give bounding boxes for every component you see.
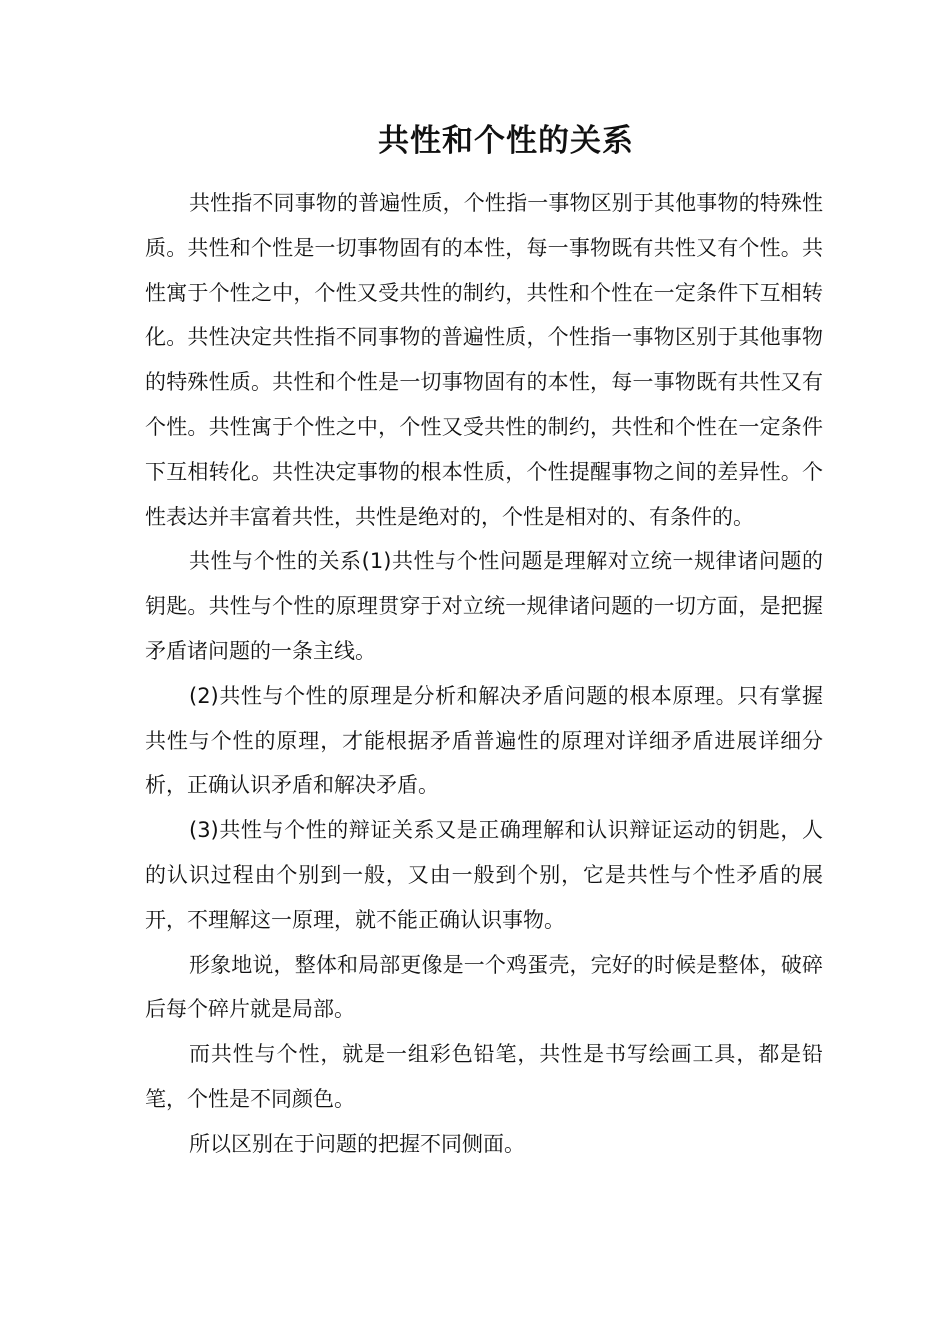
paragraph-6: 而共性与个性，就是一组彩色铅笔，共性是书写绘画工具，都是铅笔，个性是不同颜色。: [145, 1042, 823, 1111]
document-body: [145, 181, 823, 1167]
paragraph-3: (2)共性与个性的原理是分析和解决矛盾问题的根本原理。只有掌握共性与个性的原理，才能根据矛盾普遍性的原理对详细矛盾进展详细分析，正确认识矛盾和解决矛盾。: [145, 683, 823, 798]
paragraph-1: 共性指不同事物的普遍性质，个性指一事物区别于其他事物的特殊性质。共性和个性是一切事物固有的本性，每一事物既有共性又有个性。共性寓于个性之中，个性又受共性的制约，共性和个性在一定条件下互相转化。共性决定共性指不同事物的普遍性质，个性指一事物区别于其他事物的特殊性质。共性和个性是一切事物固有的本性，每一事物既有共性又有个性。共性寓于个性之中，个性又受共性的制约，共性和个性在一定条件下互相转化。共性决定事物的根本性质，个性提醒事物之间的差异性。个性表达并丰富着共性，共性是绝对的，个性是相对的、有条件的。: [145, 191, 823, 529]
paragraph-2: 共性与个性的关系(1)共性与个性问题是理解对立统一规律诸问题的钥匙。共性与个性的原理贯穿于对立统一规律诸问题的一切方面，是把握矛盾诸问题的一条主线。: [145, 549, 823, 663]
paragraph-4: (3)共性与个性的辩证关系又是正确理解和认识辩证运动的钥匙，人的认识过程由个别到一般，又由一般到个别，它是共性与个性矛盾的展开，不理解这一原理，就不能正确认识事物。: [145, 818, 823, 932]
paragraph-7: 所以区别在于问题的把握不同侧面。: [189, 1131, 525, 1156]
document-title: 共性和个性的关系: [378, 123, 634, 159]
paragraph-5: 形象地说，整体和局部更像是一个鸡蛋壳，完好的时候是整体，破碎后每个碎片就是局部。: [145, 952, 823, 1022]
